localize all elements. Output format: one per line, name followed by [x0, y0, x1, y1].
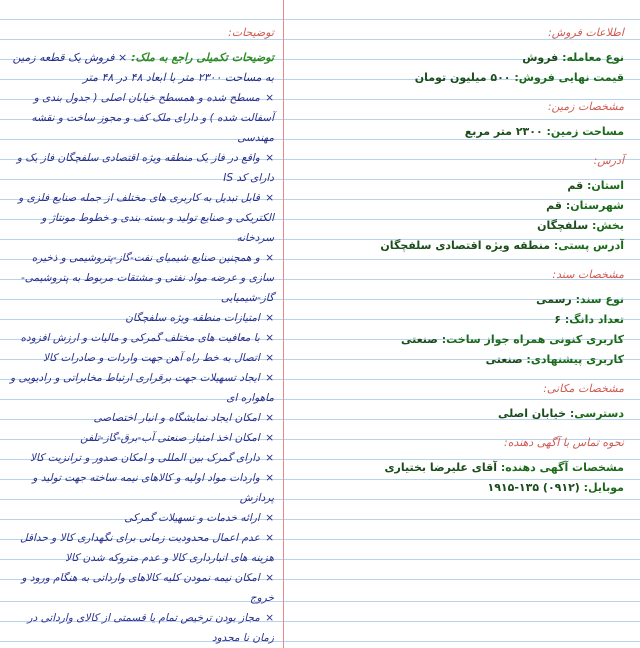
province-value: قم [567, 179, 584, 192]
description-item [4, 408, 274, 428]
description-item [4, 368, 274, 408]
description-item [4, 468, 274, 508]
province-row [294, 176, 624, 196]
description-item-text: ایجاد تسهیلات جهت برقراری ارتباط مخابراتی و رادیویی و ماهواره ای [10, 372, 274, 404]
description-item-text: دارای گمرک بین المللی و امکان صدور و ترانزیت کالا [30, 452, 260, 464]
access-row [294, 404, 624, 424]
city-label: شهرستان: [565, 199, 624, 212]
description-item [4, 248, 274, 308]
deal-type-row [294, 48, 624, 68]
document-specs-title: مشخصات سند: [552, 268, 624, 281]
description-item-text: واقع در فاز یک منطقه ویژه اقتصادی سلفچگان فاز یک و دارای کد IS [16, 152, 274, 184]
descriptions-header-text: × فروش یک قطعه زمین به مساحت ۲۳۰۰ متر با ابعاد ۴۸ در ۴۸ متر [12, 51, 274, 84]
land-area-label: مساحت زمین: [546, 125, 624, 138]
description-item-text: امکان ایجاد نمایشگاه و انبار اختصاصی [93, 412, 260, 424]
descriptions-title: توضیحات: [228, 26, 274, 39]
contact-title: نحوه تماس با آگهی دهنده: [503, 436, 624, 449]
description-item [4, 88, 274, 148]
description-item [4, 308, 274, 328]
final-price-row [294, 68, 624, 88]
description-item-text: واردات مواد اولیه و کالاهای نیمه ساخته جهت تولید و پردازش [32, 472, 274, 504]
bullet-mark-icon: × [261, 532, 274, 544]
description-item [4, 608, 274, 648]
bullet-mark-icon: × [261, 452, 274, 464]
district-value: سلفچگان [537, 219, 589, 232]
description-item-text: امکان اخذ امتیاز صنعتی آب-برق-گاز-تلفن [80, 432, 260, 444]
bullet-mark-icon: × [261, 472, 274, 484]
postal-address-value: منطقه ویژه اقتصادی سلفچگان [380, 239, 551, 252]
description-item-text: مجاز بودن ترخیص تمام یا قسمتی از کالای وارداتی در زمان نا محدود [27, 612, 274, 644]
bullet-mark-icon: × [261, 612, 274, 624]
description-item-text: اتصال به خط راه آهن جهت واردات و صادرات کالا [43, 352, 260, 364]
description-item-text: عدم اعمال محدودیت زمانی برای نگهداری کالا و حداقل هزینه های انبارداری کالا و عدم متروکه شدن کالا [20, 532, 274, 564]
description-item-text: امکان نیمه نمودن کلیه کالاهای وارداتی به هنگام ورود و خروج [21, 572, 274, 604]
location-specs-title: مشخصات مکانی: [543, 382, 624, 395]
description-item-text: امتیازات منطقه ویژه سلفچگان [125, 312, 260, 324]
description-item-text: قابل تبدیل به کاربری های مختلف از جمله صنایع فلزی و الکتریکی و صنایع تولید و بسته بندی و خطوط مونتاژ و سردخانه [18, 192, 274, 244]
contact-section [294, 434, 624, 498]
suggested-usage-row [294, 350, 624, 370]
bullet-mark-icon: × [261, 572, 274, 584]
location-specs-section [294, 380, 624, 424]
postal-address-label: آدرس پستی: [553, 239, 624, 252]
description-item-text: با معافیت های مختلف گمرکی و مالیات و ارزش افزوده [20, 332, 260, 344]
province-label: استان: [587, 179, 624, 192]
land-specs-title: مشخصات زمین: [547, 100, 624, 113]
bullet-mark-icon: × [261, 332, 274, 344]
deal-type-label: نوع معامله: [562, 51, 624, 64]
description-item-text: و همچنین صنایع شیمیای نفت-گاز-پتروشیمی و ذخیره سازی و عرضه مواد نفتی و مشتقات مربوط به پتروشیمی-گاز-شیمیایی [21, 252, 274, 304]
suggested-usage-value: صنعتی [485, 353, 523, 366]
dang-count-row [294, 310, 624, 330]
land-area-row [294, 122, 624, 142]
dang-count-label: تعداد دانگ: [564, 313, 624, 326]
description-item [4, 148, 274, 188]
bullet-mark-icon: × [261, 312, 274, 324]
mobile-label: موبایل: [583, 481, 624, 494]
description-item [4, 348, 274, 368]
address-title: آدرس: [593, 154, 624, 167]
advertiser-row [294, 458, 624, 478]
district-row [294, 216, 624, 236]
deal-type-value: فروش [522, 51, 559, 64]
sales-info-title: اطلاعات فروش: [548, 26, 624, 39]
dang-count-value: ۶ [554, 313, 561, 326]
city-row [294, 196, 624, 216]
description-item-text: ارائه خدمات و تسهیلات گمرکی [124, 512, 260, 524]
final-price-value: ۵۰۰ میلیون تومان [414, 71, 511, 84]
descriptions-header [4, 48, 274, 88]
current-usage-row [294, 330, 624, 350]
advertiser-value: آقای علیرضا بختیاری [384, 461, 497, 474]
access-label: دسترسی: [569, 407, 624, 420]
description-item [4, 188, 274, 248]
document-type-row [294, 290, 624, 310]
sales-info-section [294, 24, 624, 88]
current-usage-label: کاربری کنونی همراه جواز ساخت: [441, 333, 624, 346]
bullet-mark-icon: × [261, 352, 274, 364]
mobile-value: (۰۹۱۲) ۱۳۵-۱۹۱۵ [487, 481, 580, 494]
district-label: بخش: [591, 219, 624, 232]
current-usage-value: صنعتی [400, 333, 438, 346]
description-item [4, 568, 274, 608]
mobile-row [294, 478, 624, 498]
address-section [294, 152, 624, 256]
bullet-mark-icon: × [261, 372, 274, 384]
description-item [4, 448, 274, 468]
description-item [4, 428, 274, 448]
land-specs-section [294, 98, 624, 142]
document-specs-section [294, 266, 624, 370]
final-price-label: قیمت نهایی فروش: [514, 71, 624, 84]
suggested-usage-label: کاربری پیشنهادی: [526, 353, 624, 366]
land-area-value: ۲۳۰۰ متر مربع [464, 125, 543, 138]
bullet-mark-icon: × [261, 432, 274, 444]
postal-address-row [294, 236, 624, 256]
bullet-mark-icon: × [261, 152, 274, 164]
city-value: قم [546, 199, 562, 212]
bullet-mark-icon: × [261, 512, 274, 524]
advertiser-label: مشخصات آگهی دهنده: [500, 461, 624, 474]
access-value: خیابان اصلی [497, 407, 567, 420]
description-item-text: مسطح شده و همسطح خیابان اصلی ( جدول بندی و آسفالت شده ) و دارای ملک کف و مجوز ساخت و نقشه مهندسی [31, 92, 274, 144]
description-item [4, 328, 274, 348]
document-type-label: نوع سند: [575, 293, 624, 306]
bullet-mark-icon: × [261, 92, 274, 104]
descriptions-header-label: توضیحات تکمیلی راجع به ملک: [131, 51, 274, 64]
bullet-mark-icon: × [261, 412, 274, 424]
property-info-column [288, 0, 640, 582]
descriptions-column [0, 0, 282, 644]
bullet-mark-icon: × [261, 252, 274, 264]
description-item [4, 508, 274, 528]
descriptions-list [4, 88, 274, 648]
bullet-mark-icon: × [261, 192, 274, 204]
document-type-value: رسمی [536, 293, 572, 306]
description-item [4, 528, 274, 568]
